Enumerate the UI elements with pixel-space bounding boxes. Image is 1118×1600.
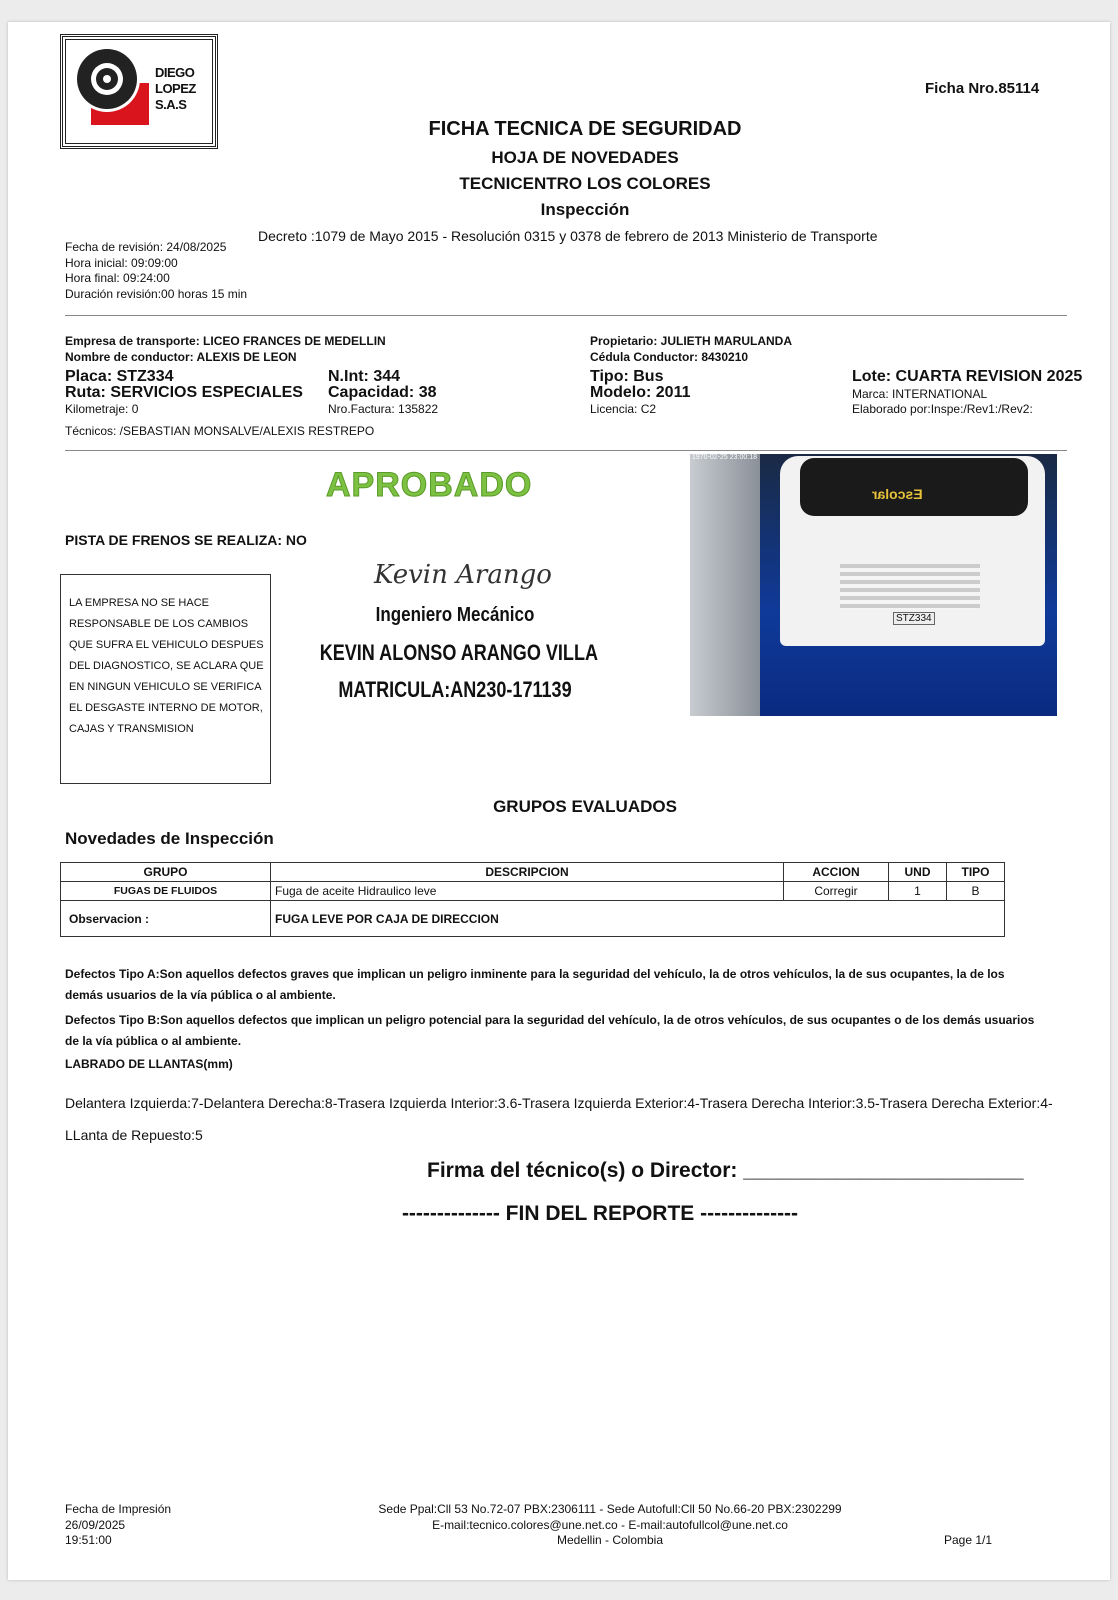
model-year: Modelo: 2011 [590, 384, 691, 401]
disclaimer-box: LA EMPRESA NO SE HACE RESPONSABLE DE LOS CAMBIOS QUE SUFRA EL VEHICULO DESPUES DEL DIAGNOSTICO, SE ACLARA QUE EN NINGUN VEHICULO SE VERIFICA EL DESGASTE INTERNO DE MOTOR, CAJAS Y TRANSMISION [60, 574, 271, 784]
end-of-report: -------------- FIN DEL REPORTE -------------- [401, 1202, 799, 1225]
column-header: TIPO [947, 863, 1005, 882]
handwritten-signature: Kevin Arango [374, 560, 552, 590]
transport-company: Empresa de transporte: LICEO FRANCES DE MEDELLIN [65, 334, 386, 348]
logo-text: S.A.S [155, 97, 187, 112]
cell-action: Corregir [784, 882, 889, 901]
subtitle: Inspección [540, 200, 630, 219]
document-title: FICHA TECNICA DE SEGURIDAD [428, 118, 742, 140]
engineer-role: Ingeniero Mecánico [375, 604, 535, 626]
logo-text: DIEGO [155, 65, 195, 80]
address: Sede Ppal:Cll 53 No.72-07 PBX:2306111 - Sede Autofull:Cll 50 No.66-20 PBX:2302299 [378, 1502, 842, 1516]
divider [65, 315, 1067, 316]
table-row [61, 882, 1005, 901]
technicians: Técnicos: /SEBASTIAN MONSALVE/ALEXIS RESTREPO [65, 424, 375, 438]
column-header: UND [889, 863, 947, 882]
divider [65, 450, 1067, 451]
groups-heading: GRUPOS EVALUADOS [493, 797, 677, 816]
vehicle-plate: STZ334 [893, 612, 935, 625]
column-header: DESCRIPCION [271, 863, 784, 882]
driver-name: Nombre de conductor: ALEXIS DE LEON [65, 350, 297, 364]
ficha-number: Ficha Nro.85114 [925, 80, 1040, 97]
inspection-table [60, 862, 1005, 937]
engineer-name: KEVIN ALONSO ARANGO VILLA [319, 640, 599, 665]
brand: Marca: INTERNATIONAL [852, 387, 988, 401]
column-header: GRUPO [61, 863, 271, 882]
invoice-number: Nro.Factura: 135822 [328, 402, 439, 416]
email: E-mail:tecnico.colores@une.net.co - E-mail:autofullcol@une.net.co [432, 1517, 788, 1532]
photo-timestamp: 1970-02-25 23:00:18 [692, 454, 757, 461]
signature-line: Firma del técnico(s) o Director: ________________________ [427, 1159, 1024, 1182]
internal-number: N.Int: 344 [328, 368, 401, 385]
prepared-by: Elaborado por:Inspe:/Rev1:/Rev2: [852, 402, 1033, 416]
route: Ruta: SERVICIOS ESPECIALES [65, 384, 303, 401]
decree-text: Decreto :1079 de Mayo 2015 - Resolución 0315 y 0378 de febrero de 2013 Ministerio de Transporte [258, 228, 878, 244]
table-header [61, 863, 1005, 882]
footer-contact [300, 1502, 920, 1549]
mileage: Kilometraje: 0 [65, 402, 139, 416]
school-sign: Escolar [872, 486, 923, 502]
print-date: 26/09/2025 [65, 1517, 126, 1532]
cell-group: FUGAS DE FLUIDOS [61, 882, 271, 901]
observation-row [61, 901, 1005, 937]
cell-type: B [947, 882, 1005, 901]
brake-test: PISTA DE FRENOS SE REALIZA: NO [65, 532, 307, 548]
start-time: Hora inicial: 09:09:00 [65, 255, 178, 270]
revision-date: Fecha de revisión: 24/08/2025 [65, 240, 227, 254]
print-info [65, 1502, 171, 1549]
inspection-heading: Novedades de Inspección [65, 829, 274, 848]
subtitle: HOJA DE NOVEDADES [491, 148, 679, 167]
owner: Propietario: JULIETH MARULANDA [590, 334, 793, 348]
vehicle-photo [690, 454, 1057, 716]
tread-depths: Delantera Izquierda:7-Delantera Derecha:8-Trasera Izquierda Interior:3.6-Trasera Izquierda Exterior:4-Trasera Derecha Interior:3.5-Trasera Derecha Exterior:4-LLanta de Repuesto:5 [65, 1095, 1053, 1143]
engineer-license: MATRICULA:AN230-171139 [338, 677, 572, 702]
duration: Duración revisión:00 horas 15 min [65, 286, 248, 301]
license: Licencia: C2 [590, 402, 657, 416]
print-time: 19:51:00 [65, 1533, 112, 1547]
subtitle: TECNICENTRO LOS COLORES [459, 174, 711, 193]
approved-stamp: APROBADO [326, 466, 533, 504]
page-number: Page 1/1 [944, 1533, 993, 1547]
lot: Lote: CUARTA REVISION 2025 [852, 368, 1083, 385]
logo-text: LOPEZ [155, 81, 196, 96]
revision-info [65, 240, 247, 302]
city: Medellin - Colombia [556, 1533, 664, 1547]
column-header: ACCION [784, 863, 889, 882]
defects-type-a: Defectos Tipo A:Son aquellos defectos graves que implican un peligro inminente para la seguridad del vehículo, la de otros vehículos, la de sus ocupantes, la de los demás usuarios de la vía pública o al ambiente. [65, 967, 1005, 1002]
capacity: Capacidad: 38 [328, 384, 437, 401]
defects-type-b: Defectos Tipo B:Son aquellos defectos que implican un peligro potencial para la seguridad del vehículo, la de otros vehículos, de sus ocupantes o de los demás usuarios de la vía pública o al ambiente. [65, 1013, 1035, 1048]
cell-description: Fuga de aceite Hidraulico leve [271, 882, 784, 901]
driver-id: Cédula Conductor: 8430210 [590, 350, 749, 364]
vehicle-type: Tipo: Bus [590, 368, 664, 385]
observation-label: Observacion : [61, 901, 271, 937]
observation-value: FUGA LEVE POR CAJA DE DIRECCION [271, 901, 1005, 937]
tread-heading: LABRADO DE LLANTAS(mm) [65, 1057, 233, 1071]
print-date-label: Fecha de Impresión [65, 1502, 172, 1516]
plate: Placa: STZ334 [65, 368, 174, 385]
cell-unit: 1 [889, 882, 947, 901]
end-time: Hora final: 09:24:00 [65, 271, 170, 285]
